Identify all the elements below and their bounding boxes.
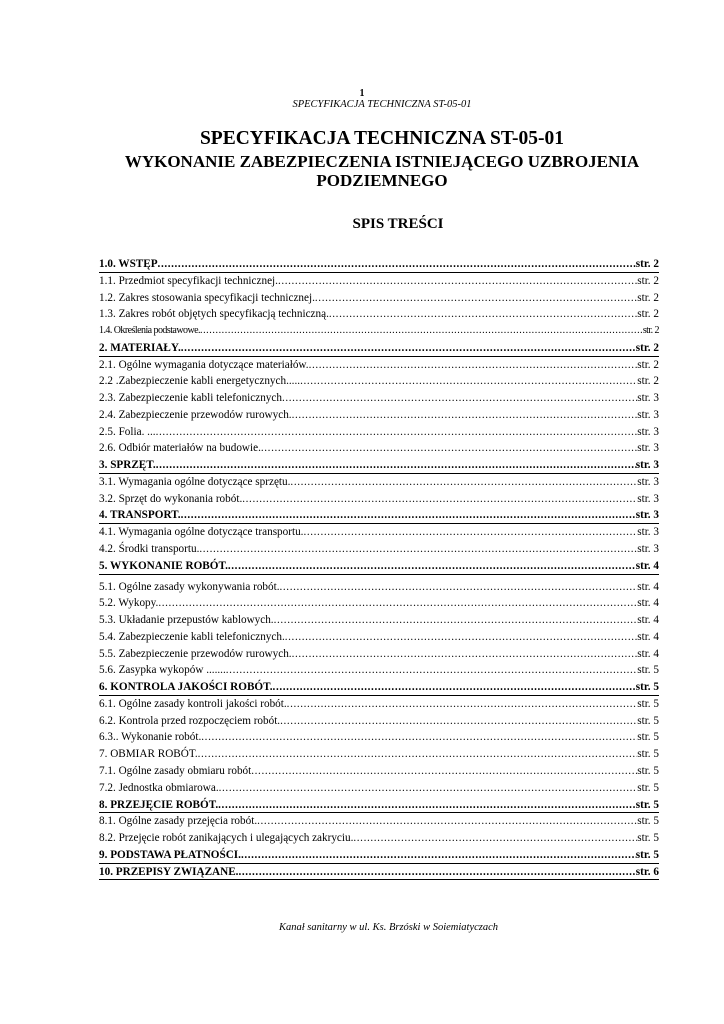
toc-entry-label: 3.1. Wymagania ogólne dotyczące sprzętu.	[99, 475, 291, 488]
toc-entry-page: str. 3	[637, 425, 659, 438]
toc-dot-leader	[219, 780, 638, 796]
toc-entry	[99, 847, 659, 864]
toc-entry-label: 8.1. Ogólne zasady przejęcia robót.	[99, 815, 258, 828]
toc-entry-label: 2.4. Zabezpieczenie przewodów rurowych.	[99, 408, 292, 421]
toc-entry-page: str. 5	[635, 681, 659, 694]
toc-entry-page: str. 3	[637, 492, 659, 505]
toc-entry-page: str. 5	[637, 781, 659, 794]
toc-dot-leader	[303, 524, 637, 540]
toc-entry	[99, 629, 659, 646]
toc-entry-label: 5.2. Wykopy.	[99, 597, 159, 610]
toc-entry-label: 1.3. Zakres robót objętych specyfikacją techniczną.	[99, 308, 329, 321]
toc-entry	[99, 373, 659, 390]
toc-entry	[99, 830, 659, 847]
toc-dot-leader	[278, 273, 637, 289]
toc-dot-leader	[353, 830, 637, 846]
toc-dot-leader	[228, 558, 636, 574]
toc-dot-leader	[226, 662, 637, 678]
toc-entry-page: str. 3	[637, 392, 659, 405]
toc-entry-label: 5. WYKONANIE ROBÓT.	[99, 559, 228, 572]
toc-entry-page: str. 4	[637, 647, 659, 660]
toc-entry-page: str. 5	[635, 798, 659, 811]
toc-dot-leader	[273, 679, 636, 695]
toc-dot-leader	[198, 746, 638, 762]
toc-dot-leader	[158, 595, 637, 611]
toc-entry	[99, 579, 659, 596]
toc-heading: SPIS TREŚCI	[352, 216, 444, 232]
running-header: SPECYFIKACJA TECHNICZNA ST-05-01	[292, 99, 472, 110]
toc-entry-page: str. 2	[637, 308, 659, 321]
toc-entry	[99, 813, 659, 830]
toc-dot-leader	[292, 646, 638, 662]
toc-dot-leader	[181, 340, 636, 356]
toc-entry-label: 2. MATERIAŁY.	[99, 341, 181, 354]
toc-entry-page: str. 5	[635, 848, 659, 861]
toc-dot-leader	[292, 407, 638, 423]
toc-entry-label: 5.5. Zabezpieczenie przewodów rurowych.	[99, 647, 292, 660]
toc-entry	[99, 256, 659, 273]
toc-entry-page: str. 2	[642, 325, 659, 337]
toc-entry	[99, 696, 659, 713]
toc-entry	[99, 424, 659, 441]
toc-entry-label: 7. OBMIAR ROBÓT.	[99, 748, 198, 761]
toc-dot-leader	[156, 457, 636, 473]
toc-entry-label: 6.3.. Wykonanie robót.	[99, 731, 202, 744]
toc-entry-page: str. 2	[637, 358, 659, 371]
toc-entry	[99, 507, 659, 524]
toc-entry-label: 2.1. Ogólne wymagania dotyczące materiałów.	[99, 358, 309, 371]
toc-entry-label: 10. PRZEPISY ZWIĄZANE.	[99, 865, 239, 878]
toc-entry-page: str. 4	[637, 630, 659, 643]
toc-entry	[99, 558, 659, 575]
toc-entry-page: str. 2	[635, 341, 659, 354]
toc-entry-page: str. 5	[637, 714, 659, 727]
toc-dot-leader	[241, 847, 636, 863]
toc-entry-label: 6.1. Ogólne zasady kontroli jakości robót.	[99, 697, 287, 710]
toc-entry	[99, 780, 659, 797]
toc-entry-page: str. 5	[637, 748, 659, 761]
title-line-1: SPECYFIKACJA TECHNICZNA ST-05-01	[199, 128, 565, 149]
toc-entry-page: str. 3	[637, 543, 659, 556]
toc-entry	[99, 357, 659, 374]
toc-dot-leader	[201, 729, 637, 745]
toc-entry-label: 4. TRANSPORT.	[99, 509, 181, 522]
toc-entry-page: str. 5	[637, 832, 659, 845]
toc-entry-label: 4.1. Wymagania ogólne dotyczące transportu.	[99, 526, 304, 539]
toc-entry-label: 3. SPRZĘT.	[99, 459, 156, 472]
toc-dot-leader	[280, 579, 638, 595]
toc-entry-page: str. 2	[637, 274, 659, 287]
toc-entry-label: 6.2. Kontrola przed rozpoczęciem robót.	[99, 714, 281, 727]
toc-dot-leader	[251, 763, 637, 779]
toc-entry-page: str. 3	[637, 408, 659, 421]
toc-entry-page: str. 5	[637, 815, 659, 828]
toc-entry-page: str. 4	[637, 614, 659, 627]
toc-entry-page: str. 5	[637, 697, 659, 710]
toc-entry	[99, 340, 659, 357]
toc-entry-page: str. 3	[637, 526, 659, 539]
toc-entry-page: str. 4	[635, 559, 659, 572]
page-footer: Kanał sanitarny w ul. Ks. Brzóski w Soiemiatyczach	[278, 922, 499, 933]
toc-dot-leader	[309, 357, 638, 373]
toc-entry-page: str. 6	[635, 865, 659, 878]
toc-entry	[99, 491, 659, 508]
toc-dot-leader	[238, 864, 635, 880]
title-line-2: WYKONANIE ZABEZPIECZENIA ISTNIEJĄCEGO UZBROJENIA PODZIEMNEGO	[124, 152, 640, 190]
toc-entry-label: 2.6. Odbiór materiałów na budowie.	[99, 442, 261, 455]
toc-entry	[99, 407, 659, 424]
toc-entry-label: 8. PRZEJĘCIE ROBÓT.	[99, 798, 219, 811]
toc-dot-leader	[300, 373, 637, 389]
toc-entry-page: str. 5	[637, 664, 659, 677]
toc-dot-leader	[315, 290, 637, 306]
toc-entry	[99, 646, 659, 663]
toc-entry-page: str. 3	[637, 475, 659, 488]
toc-entry	[99, 273, 659, 290]
toc-entry	[99, 662, 659, 679]
toc-entry-label: 1.1. Przedmiot specyfikacji technicznej.	[99, 274, 278, 287]
toc-dot-leader	[290, 474, 637, 490]
toc-entry	[99, 440, 659, 457]
table-of-contents	[99, 256, 659, 880]
toc-dot-leader	[156, 424, 638, 440]
toc-entry	[99, 390, 659, 407]
toc-entry	[99, 541, 659, 558]
toc-entry-label: 2.5. Folia. ...	[99, 425, 156, 438]
toc-entry	[99, 474, 659, 491]
toc-entry-label: 4.2. Środki transportu.	[99, 543, 200, 556]
toc-entry-label: 6. KONTROLA JAKOŚCI ROBÓT.	[99, 681, 273, 694]
toc-dot-leader	[158, 256, 636, 272]
toc-entry-label: 3.2. Sprzęt do wykonania robót.	[99, 492, 243, 505]
toc-entry-label: 1.4. Określenia podstawowe.	[99, 325, 200, 337]
toc-dot-leader	[200, 323, 643, 339]
toc-entry-page: str. 3	[637, 442, 659, 455]
toc-entry	[99, 595, 659, 612]
page-number: 1	[359, 88, 365, 99]
toc-entry-label: 7.1. Ogólne zasady obmiaru robót	[99, 764, 252, 777]
document-title	[90, 128, 674, 190]
toc-entry-page: str. 2	[637, 375, 659, 388]
toc-entry	[99, 729, 659, 746]
toc-dot-leader	[287, 696, 638, 712]
toc-entry	[99, 746, 659, 763]
toc-entry-label: 2.2 .Zabezpieczenie kabli energetycznych.....	[99, 375, 301, 388]
toc-entry	[99, 713, 659, 730]
toc-entry-label: 8.2. Przejęcie robót zanikających i ulegających zakryciu.	[99, 832, 354, 845]
toc-dot-leader	[261, 440, 637, 456]
toc-entry	[99, 797, 659, 814]
toc-dot-leader	[199, 541, 637, 557]
toc-entry-page: str. 5	[637, 731, 659, 744]
toc-dot-leader	[218, 797, 636, 813]
toc-entry-page: str. 3	[635, 509, 659, 522]
toc-dot-leader	[257, 813, 637, 829]
toc-entry	[99, 524, 659, 541]
toc-entry	[99, 864, 659, 881]
toc-entry	[99, 290, 659, 307]
toc-entry-label: 5.4. Zabezpieczenie kabli telefonicznych.	[99, 630, 285, 643]
toc-entry-label: 5.3. Układanie przepustów kablowych.	[99, 614, 274, 627]
toc-entry	[99, 457, 659, 474]
toc-dot-leader	[274, 612, 638, 628]
toc-dot-leader	[181, 507, 636, 523]
toc-entry-page: str. 5	[637, 764, 659, 777]
toc-dot-leader	[329, 306, 637, 322]
toc-entry	[99, 679, 659, 696]
toc-entry-page: str. 3	[635, 459, 659, 472]
toc-entry-label: 5.6. Zasypka wykopów .......	[99, 664, 226, 677]
toc-dot-leader	[280, 713, 637, 729]
toc-entry-label: 1.0. WSTĘP	[99, 258, 158, 270]
toc-entry-page: str. 4	[637, 580, 659, 593]
toc-entry-label: 2.3. Zabezpieczenie kabli telefonicznych	[99, 392, 282, 405]
toc-entry	[99, 763, 659, 780]
toc-entry-label: 1.2. Zakres stosowania specyfikacji technicznej.	[99, 291, 315, 304]
toc-entry-page: str. 4	[637, 597, 659, 610]
toc-entry	[99, 612, 659, 629]
toc-entry-page: str. 2	[637, 291, 659, 304]
toc-entry-page: str. 2	[635, 258, 659, 270]
toc-entry	[99, 306, 659, 323]
toc-entry	[99, 323, 659, 340]
toc-dot-leader	[282, 390, 637, 406]
toc-entry-label: 5.1. Ogólne zasady wykonywania robót.	[99, 580, 280, 593]
toc-dot-leader	[242, 491, 637, 507]
toc-entry-label: 7.2. Jednostka obmiarowa.	[99, 781, 219, 794]
toc-entry-label: 9. PODSTAWA PŁATNOŚCI.	[99, 848, 241, 861]
toc-dot-leader	[285, 629, 637, 645]
